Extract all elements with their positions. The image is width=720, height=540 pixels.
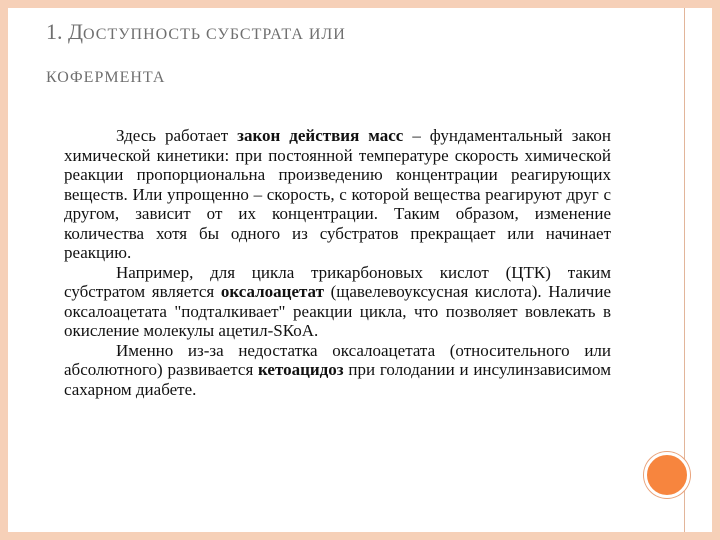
p2-bold-term: оксалоацетат — [220, 282, 324, 301]
p3-bold-term: кетоацидоз — [258, 360, 344, 379]
p1-bold-term: закон действия масс — [237, 126, 404, 145]
p2-text-c: (щавелевоуксусная кислота). Наличие оксалоацетата "подталкивает" реакции цикла, что позволяет вовлекать в окисление молекулы ацетил-SКоА. — [64, 282, 611, 340]
slide-frame-right — [712, 0, 720, 540]
slide-divider-line — [684, 8, 685, 532]
slide-body — [64, 126, 611, 399]
slide-frame-top — [0, 0, 720, 8]
p2-text-a: Например, для цикла трикарбоновых кислот (ЦТК) таким субстратом является — [64, 262, 611, 301]
p1-text-c: – фундаментальный закон химической кинетики: при постоянной температуре скорость химической реакции пропорциональна произведению концентрации реагирующих веществ. Или упрощенно – скорость, с которой вещества реагируют друг с другом, зависит от их концентрации. Таким образом, изменение количества хотя бы одного из субстратов прекращает или начинает реакцию. — [64, 126, 612, 262]
paragraph-mass-action — [64, 126, 611, 263]
slide-title — [46, 12, 666, 98]
title-line1-first: 1. Д — [46, 19, 84, 44]
p1-text-a: Здесь работает — [116, 126, 238, 145]
paragraph-oxaloacetate — [64, 263, 611, 341]
title-line1-rest: ОСТУПНОСТЬ СУБСТРАТА ИЛИ — [83, 26, 346, 43]
slide-frame-left — [0, 0, 8, 540]
decorative-circle — [644, 452, 690, 498]
p3-text-c: при голодании и инсулинзависимом сахарном диабете. — [64, 360, 611, 399]
slide-frame-bottom — [0, 532, 720, 540]
p3-text-a: Именно из-за недостатка оксалоацетата (относительного или абсолютного) развивается — [64, 340, 611, 379]
paragraph-ketoacidosis — [64, 341, 611, 400]
title-line2: КОФЕРМЕНТА — [46, 69, 166, 86]
